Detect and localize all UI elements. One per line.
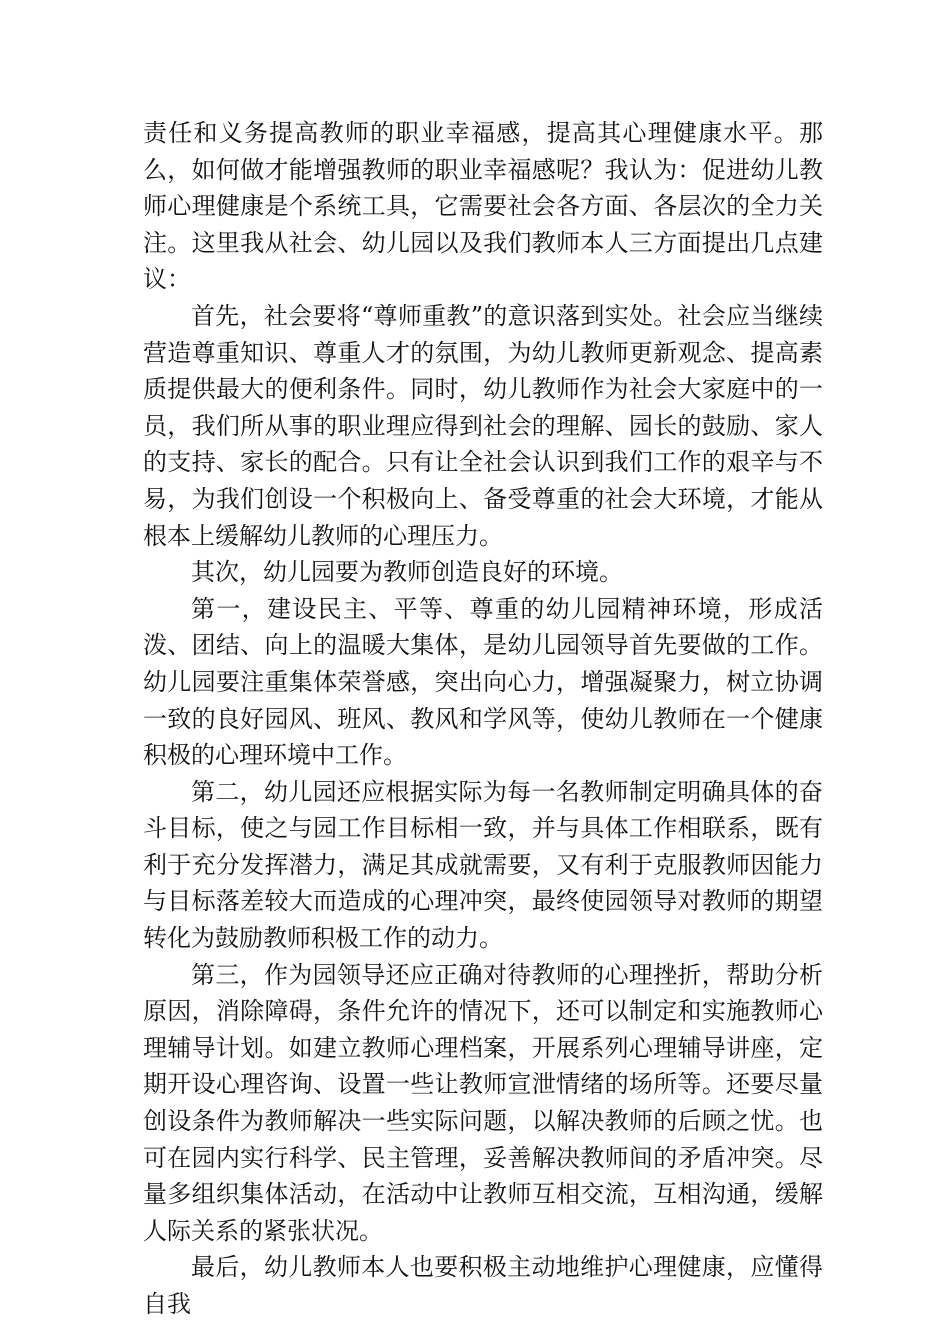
- paragraph-3: 其次，幼儿园要为教师创造良好的环境。: [191, 558, 623, 587]
- document-body: [143, 115, 823, 1323]
- paragraph-5: 第二，幼儿园还应根据实际为每一名教师制定明确具体的奋斗目标，使之与园工作目标相一致，并与具体工作相联系，既有利于充分发挥潜力，满足其成就需要，又有利于克服教师因能力与目标落差较大而造成的心理冲突，最终使园领导对教师的期望转化为鼓励教师积极工作的动力。: [143, 777, 823, 953]
- paragraph-4: 第一，建设民主、平等、尊重的幼儿园精神环境，形成活泼、团结、向上的温暖大集体，是幼儿园领导首先要做的工作。幼儿园要注重集体荣誉感，突出向心力，增强凝聚力，树立协调一致的良好园风、班风、教风和学风等，使幼儿教师在一个健康积极的心理环境中工作。: [143, 594, 823, 770]
- paragraph-1: 责任和义务提高教师的职业幸福感，提高其心理健康水平。那么，如何做才能增强教师的职业幸福感呢？我认为：促进幼儿教师心理健康是个系统工具，它需要社会各方面、各层次的全力关注。这里我从社会、幼儿园以及我们教师本人三方面提出几点建议：: [143, 119, 823, 294]
- paragraph-6: 第三，作为园领导还应正确对待教师的心理挫折，帮助分析原因，消除障碍，条件允许的情况下，还可以制定和实施教师心理辅导计划。如建立教师心理档案，开展系列心理辅导讲座，定期开设心理咨询、设置一些让教师宣泄情绪的场所等。还要尽量创设条件为教师解决一些实际问题，以解决教师的后顾之忧。也可在园内实行科学、民主管理，妥善解决教师间的矛盾冲突。尽量多组织集体活动，在活动中让教师互相交流，互相沟通，缓解人际关系的紧张状况。: [143, 960, 823, 1245]
- paragraph-7: 最后，幼儿教师本人也要积极主动地维护心理健康，应懂得自我: [143, 1253, 823, 1318]
- paragraph-2: 首先，社会要将“尊师重教”的意识落到实处。社会应当继续营造尊重知识、尊重人才的氛围，为幼儿教师更新观念、提高素质提供最大的便利条件。同时，幼儿教师作为社会大家庭中的一员，我们所从事的职业理应得到社会的理解、园长的鼓励、家人的支持、家长的配合。只有让全社会认识到我们工作的艰辛与不易，为我们创设一个积极向上、备受尊重的社会大环境，才能从根本上缓解幼儿教师的心理压力。: [143, 301, 823, 550]
